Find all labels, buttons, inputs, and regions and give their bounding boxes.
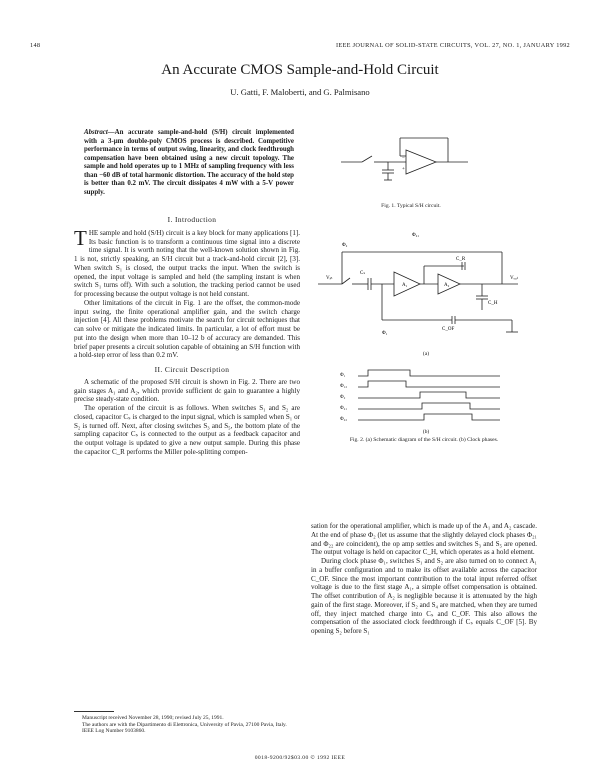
svg-text:−: − [402, 156, 405, 161]
footnote-affiliation: The authors are with the Dipartimento di Elettronica, University of Pavia, 27100 Pavia, Italy. [82, 721, 287, 728]
footnote [74, 711, 300, 735]
footnote-log-number: IEEE Log Number 9103860. [82, 728, 146, 734]
svg-text:Φ₂₂: Φ₂₂ [340, 417, 348, 422]
svg-text:Cₛ: Cₛ [360, 271, 366, 276]
svg-text:A₁: A₁ [402, 283, 408, 288]
right-paragraph-2: During clock phase Φ₁, switches S₁ and S₂ are also turned on to connect A₁ in a buffer configuration and to make its offset available across the capacitor C_OF. Since the most important contribution to the total input referred offset voltage is due to the first stage A₁, a simple offset compensation is obtained. The offset contribution of A₂ is negligible because it is attenuated by the high gain of the first stage. Moreover, if S₂ and S₄ are matched, when they are turned off, they inject matched charge into Cₛ and C_OF. This also allows the compensation of the associated clock feedthrough if Cₛ equals C_OF [5]. By opening S₂ before S₁ [311, 557, 537, 635]
section-heading-introduction: I. Introduction [167, 215, 217, 224]
svg-text:Φ₂: Φ₂ [340, 395, 346, 400]
circuit-paragraph-1: A schematic of the proposed S/H circuit is shown in Fig. 2. There are two gain stages A₁ and A₂, which provide sufficient dc gain to guarantee a highly precise steady-state condition. [74, 377, 300, 404]
section-heading-circuit: II. Circuit Description [154, 365, 230, 374]
svg-text:C_H: C_H [488, 301, 498, 306]
footnote-rule [74, 711, 114, 712]
left-column [74, 216, 300, 457]
svg-text:Vₒᵤₜ: Vₒᵤₜ [510, 276, 519, 281]
svg-text:Φ₁₂: Φ₁₂ [340, 384, 348, 389]
figure-2-caption: Fig. 2. (a) Schematic diagram of the S/H circuit. (b) Clock phases. [349, 437, 499, 443]
svg-text:A₂: A₂ [444, 283, 450, 288]
journal-header: IEEE JOURNAL OF SOLID-STATE CIRCUITS, VOL. 27, NO. 1, JANUARY 1992 [335, 42, 570, 49]
right-column [311, 522, 537, 636]
abstract-label: Abstract— [84, 129, 115, 136]
svg-text:Φ₂₁: Φ₂₁ [412, 233, 420, 238]
paper-title: An Accurate CMOS Sample-and-Hold Circuit [161, 62, 439, 78]
abstract-text: An accurate sample-and-hold (S/H) circuit implemented with a 3-μm double-poly CMOS process is described. Competitive performance in terms of output swing, linearity, and clock feedthrough compensation have been obtained using a new circuit topology. The sample and hold operates up to 1 MHz of sampling frequency with less than −60 dB of total harmonic distortion. The accuracy of the hold step is better than 0.2 mV. The circuit dissipates 4 mW with a 5-V power supply. [84, 129, 294, 196]
svg-text:Φ₁: Φ₁ [382, 331, 388, 336]
circuit-paragraph-2: The operation of the circuit is as follows. When switches S₁ and S₂ are closed, capacitor Cₛ is charged to the input signal, which is sampled when S₁ or S₂ is turned off. Next, after closing switches S₃ and S₅, the bottom plate of the sampling capacitor Cₛ is connected to the output as a feedback capacitor and the output voltage is updated to give a new output sample. During this phase the capacitor C_R performs the Miller pole-splitting compen- [74, 404, 300, 456]
copyright-footer: 0018-9200/92$03.00 © 1992 IEEE [254, 755, 346, 761]
figure-2a-label: (a) [422, 351, 430, 357]
svg-text:Φ₂₁: Φ₂₁ [340, 406, 348, 411]
figure-1-schematic [336, 128, 486, 200]
svg-text:Φ₁: Φ₁ [340, 373, 346, 378]
footnote-received: Manuscript received November 28, 1990; revised July 25, 1991. [82, 715, 224, 721]
svg-text:C_OF: C_OF [442, 327, 455, 332]
abstract [84, 129, 294, 197]
right-paragraph-1: sation for the operational amplifier, which is made up of the A₁ and A₂ cascade. At the end of phase Φ₂ (let us assume that the slightly delayed clock phases Φ₂₁ and Φ₂₂ are coincident), the op amp settles and switches S₃ and S₅ are opened. The output voltage is held on capacitor C_H, which operates as a hold element. [311, 522, 537, 557]
running-header [30, 42, 570, 54]
figure-2b-label: (b) [422, 429, 430, 435]
intro-paragraph-2: Other limitations of the circuit in Fig. 1 are the offset, the common-mode input swing, the finite operational amplifier gain, and the switch charge injection [4]. All these problems motivate the search for circuit techniques that can solve or mitigate the indicated limits. In particular, a lot of effort must be put into the design when more than 10–12 b of accuracy are demanded. This brief paper presents a circuit solution capable of obtaining an S/H function with a hold-step error of less than 0.2 mV. [74, 298, 300, 360]
svg-text:Vᵢₙ: Vᵢₙ [326, 276, 333, 281]
figure-2b-clock-phases [340, 368, 510, 428]
intro-paragraph-1: THE sample and hold (S/H) circuit is a key block for many applications [1]. Its basic function is to transform a continuous time signal into a discrete time signal. It is worth noting that the well-known solution shown in Fig. 1 is not, strictly speaking, an S/H circuit but a track-and-hold circuit [2], [3]. When switch S₁ is closed, the output tracks the input. When the switch is opened, the input voltage is sampled and held (the sampling instant is when switch S₁ turns off). With such a solution, the tracking period cannot be used for processing because the output voltage is not held constant. [74, 225, 300, 298]
figure-2a-schematic [312, 222, 536, 350]
page-number: 148 [30, 42, 41, 49]
drop-cap: T [74, 225, 87, 250]
paper-authors: U. Gatti, F. Maloberti, and G. Palmisano [230, 87, 370, 97]
svg-text:Φ₂: Φ₂ [342, 243, 348, 248]
svg-text:+: + [402, 167, 405, 172]
figure-1-caption: Fig. 1. Typical S/H circuit. [381, 203, 441, 209]
svg-text:C_R: C_R [456, 257, 466, 262]
